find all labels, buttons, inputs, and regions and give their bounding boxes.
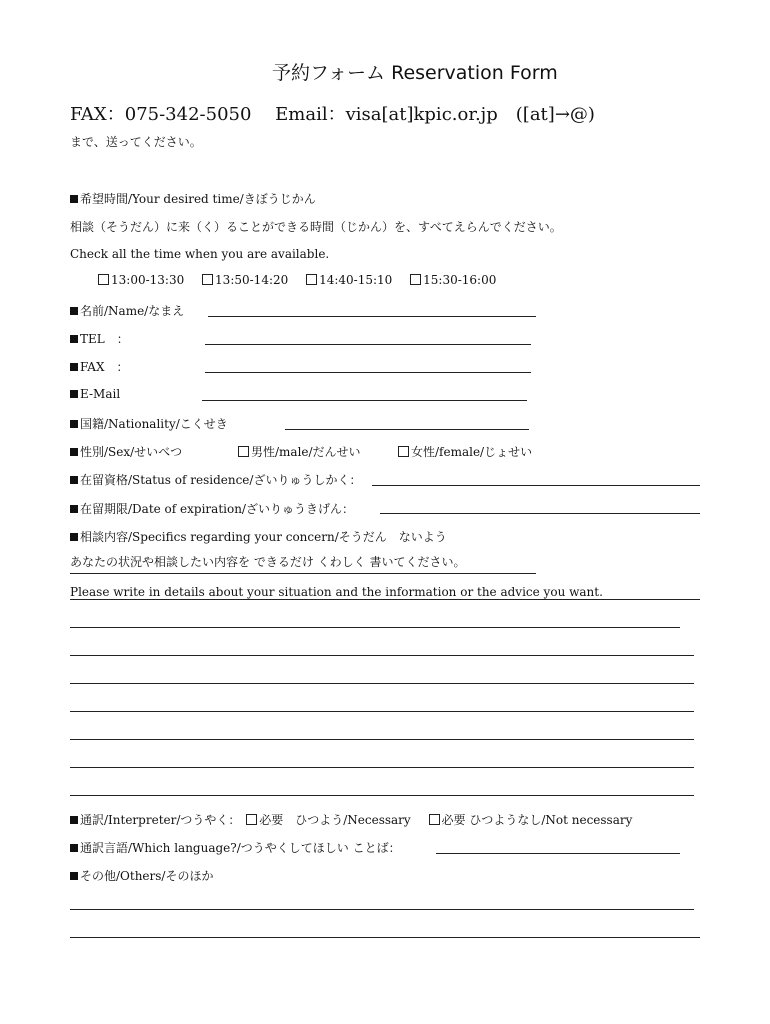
nationality-label-row bbox=[70, 415, 228, 432]
send-note: まで、送ってください。 bbox=[70, 135, 202, 149]
checkbox-icon[interactable] bbox=[238, 446, 249, 457]
tel-label: TEL ： bbox=[80, 332, 129, 346]
email-label-row bbox=[70, 387, 120, 401]
gender-label: 性別/Sex/せいべつ bbox=[80, 445, 183, 459]
time-slot-3[interactable] bbox=[306, 273, 392, 287]
nationality-label: 国籍/Nationality/こくせき bbox=[80, 417, 228, 431]
contact-line: FAX：075-342-5050 Email：visa[at]kpic.or.jp ([at]→@) bbox=[70, 104, 595, 125]
concern-label: 相談内容/Specifics regarding your concern/そうだん ないよう bbox=[80, 530, 447, 544]
bullet-square-icon bbox=[70, 335, 78, 343]
interpreter-label: 通訳/Interpreter/つうやく： bbox=[80, 813, 241, 827]
others-writing-line[interactable] bbox=[70, 937, 700, 938]
time-instruction-ja: 相談（そうだん）に来（く）ることができる時間（じかん）を、すべてえらんでください。 bbox=[70, 220, 562, 234]
nationality-field[interactable] bbox=[285, 429, 529, 430]
fax-label-row bbox=[70, 358, 129, 375]
form-title: 予約フォーム Reservation Form bbox=[272, 62, 558, 84]
name-label: 名前/Name/なまえ bbox=[80, 304, 185, 318]
bullet-square-icon bbox=[70, 420, 78, 428]
interpreter-necessary-option[interactable] bbox=[246, 813, 410, 827]
concern-writing-line[interactable] bbox=[70, 739, 694, 740]
interpreter-not-necessary-option[interactable] bbox=[429, 813, 633, 827]
bullet-square-icon bbox=[70, 448, 78, 456]
concern-writing-line[interactable] bbox=[70, 711, 694, 712]
bullet-square-icon bbox=[70, 307, 78, 315]
checkbox-icon[interactable] bbox=[98, 274, 109, 285]
bullet-square-icon bbox=[70, 533, 78, 541]
status-field[interactable] bbox=[372, 485, 700, 486]
checkbox-icon[interactable] bbox=[246, 814, 257, 825]
time-section-heading bbox=[70, 190, 316, 207]
bullet-square-icon bbox=[70, 872, 78, 880]
male-option[interactable] bbox=[238, 443, 361, 460]
time-section-label: 希望時間/Your desired time/きぼうじかん bbox=[80, 192, 316, 206]
checkbox-icon[interactable] bbox=[398, 446, 409, 457]
time-slot-options bbox=[98, 273, 510, 287]
bullet-square-icon bbox=[70, 363, 78, 371]
email-field[interactable] bbox=[202, 400, 527, 401]
concern-instruction-en: Please write in details about your situation and the information or the advice you want. bbox=[70, 585, 603, 599]
bullet-square-icon bbox=[70, 195, 78, 203]
time-slot-1[interactable] bbox=[98, 273, 184, 287]
bullet-square-icon bbox=[70, 476, 78, 484]
status-label-row bbox=[70, 471, 361, 488]
bullet-square-icon bbox=[70, 390, 78, 398]
fax-label: FAX ： bbox=[80, 360, 129, 374]
time-instruction-en: Check all the time when you are available. bbox=[70, 247, 330, 261]
concern-label-row bbox=[70, 528, 447, 545]
fax-field[interactable] bbox=[205, 372, 531, 373]
language-field[interactable] bbox=[436, 853, 680, 854]
time-slot-4[interactable] bbox=[410, 273, 496, 287]
concern-writing-line[interactable] bbox=[70, 627, 680, 628]
name-field[interactable] bbox=[208, 316, 536, 317]
checkbox-icon[interactable] bbox=[306, 274, 317, 285]
expiration-label: 在留期限/Date of expiration/ざいりゅうきげん： bbox=[80, 502, 354, 516]
others-label-row bbox=[70, 867, 213, 884]
concern-writing-line[interactable] bbox=[70, 795, 694, 796]
female-option[interactable] bbox=[398, 443, 532, 460]
male-label: 男性/male/だんせい bbox=[251, 445, 361, 459]
tel-field[interactable] bbox=[205, 344, 531, 345]
interpreter-row bbox=[70, 811, 632, 828]
language-label: 通訳言語/Which language?/つうやくしてほしい ことば： bbox=[80, 841, 401, 855]
expiration-label-row bbox=[70, 500, 354, 517]
bullet-square-icon bbox=[70, 844, 78, 852]
checkbox-icon[interactable] bbox=[410, 274, 421, 285]
time-slot-label: 15:30-16:00 bbox=[423, 273, 497, 287]
female-label: 女性/female/じょせい bbox=[411, 445, 533, 459]
status-label: 在留資格/Status of residence/ざいりゅうしかく： bbox=[80, 473, 362, 487]
others-writing-line[interactable] bbox=[70, 909, 694, 910]
expiration-field[interactable] bbox=[380, 513, 700, 514]
time-slot-2[interactable] bbox=[202, 273, 288, 287]
gender-label-row bbox=[70, 443, 182, 460]
checkbox-icon[interactable] bbox=[202, 274, 213, 285]
time-slot-label: 14:40-15:10 bbox=[319, 273, 393, 287]
name-label-row bbox=[70, 302, 184, 319]
email-label: E-Mail bbox=[80, 387, 121, 401]
concern-writing-line[interactable] bbox=[70, 683, 694, 684]
not-necessary-label: 必要 ひつようなし/Not necessary bbox=[441, 813, 633, 827]
time-slot-label: 13:50-14:20 bbox=[215, 273, 289, 287]
concern-writing-line[interactable] bbox=[70, 767, 694, 768]
tel-label-row bbox=[70, 330, 129, 347]
time-slot-label: 13:00-13:30 bbox=[111, 273, 185, 287]
language-label-row bbox=[70, 839, 401, 856]
bullet-square-icon bbox=[70, 816, 78, 824]
concern-writing-line[interactable] bbox=[70, 655, 694, 656]
concern-writing-line[interactable] bbox=[70, 599, 700, 600]
necessary-label: 必要 ひつよう/Necessary bbox=[259, 813, 411, 827]
concern-instruction-underline bbox=[70, 573, 536, 574]
others-label: その他/Others/そのほか bbox=[80, 869, 214, 883]
concern-instruction-ja: あなたの状況や相談したい内容を できるだけ くわしく 書いてください。 bbox=[70, 555, 466, 569]
checkbox-icon[interactable] bbox=[429, 814, 440, 825]
bullet-square-icon bbox=[70, 505, 78, 513]
